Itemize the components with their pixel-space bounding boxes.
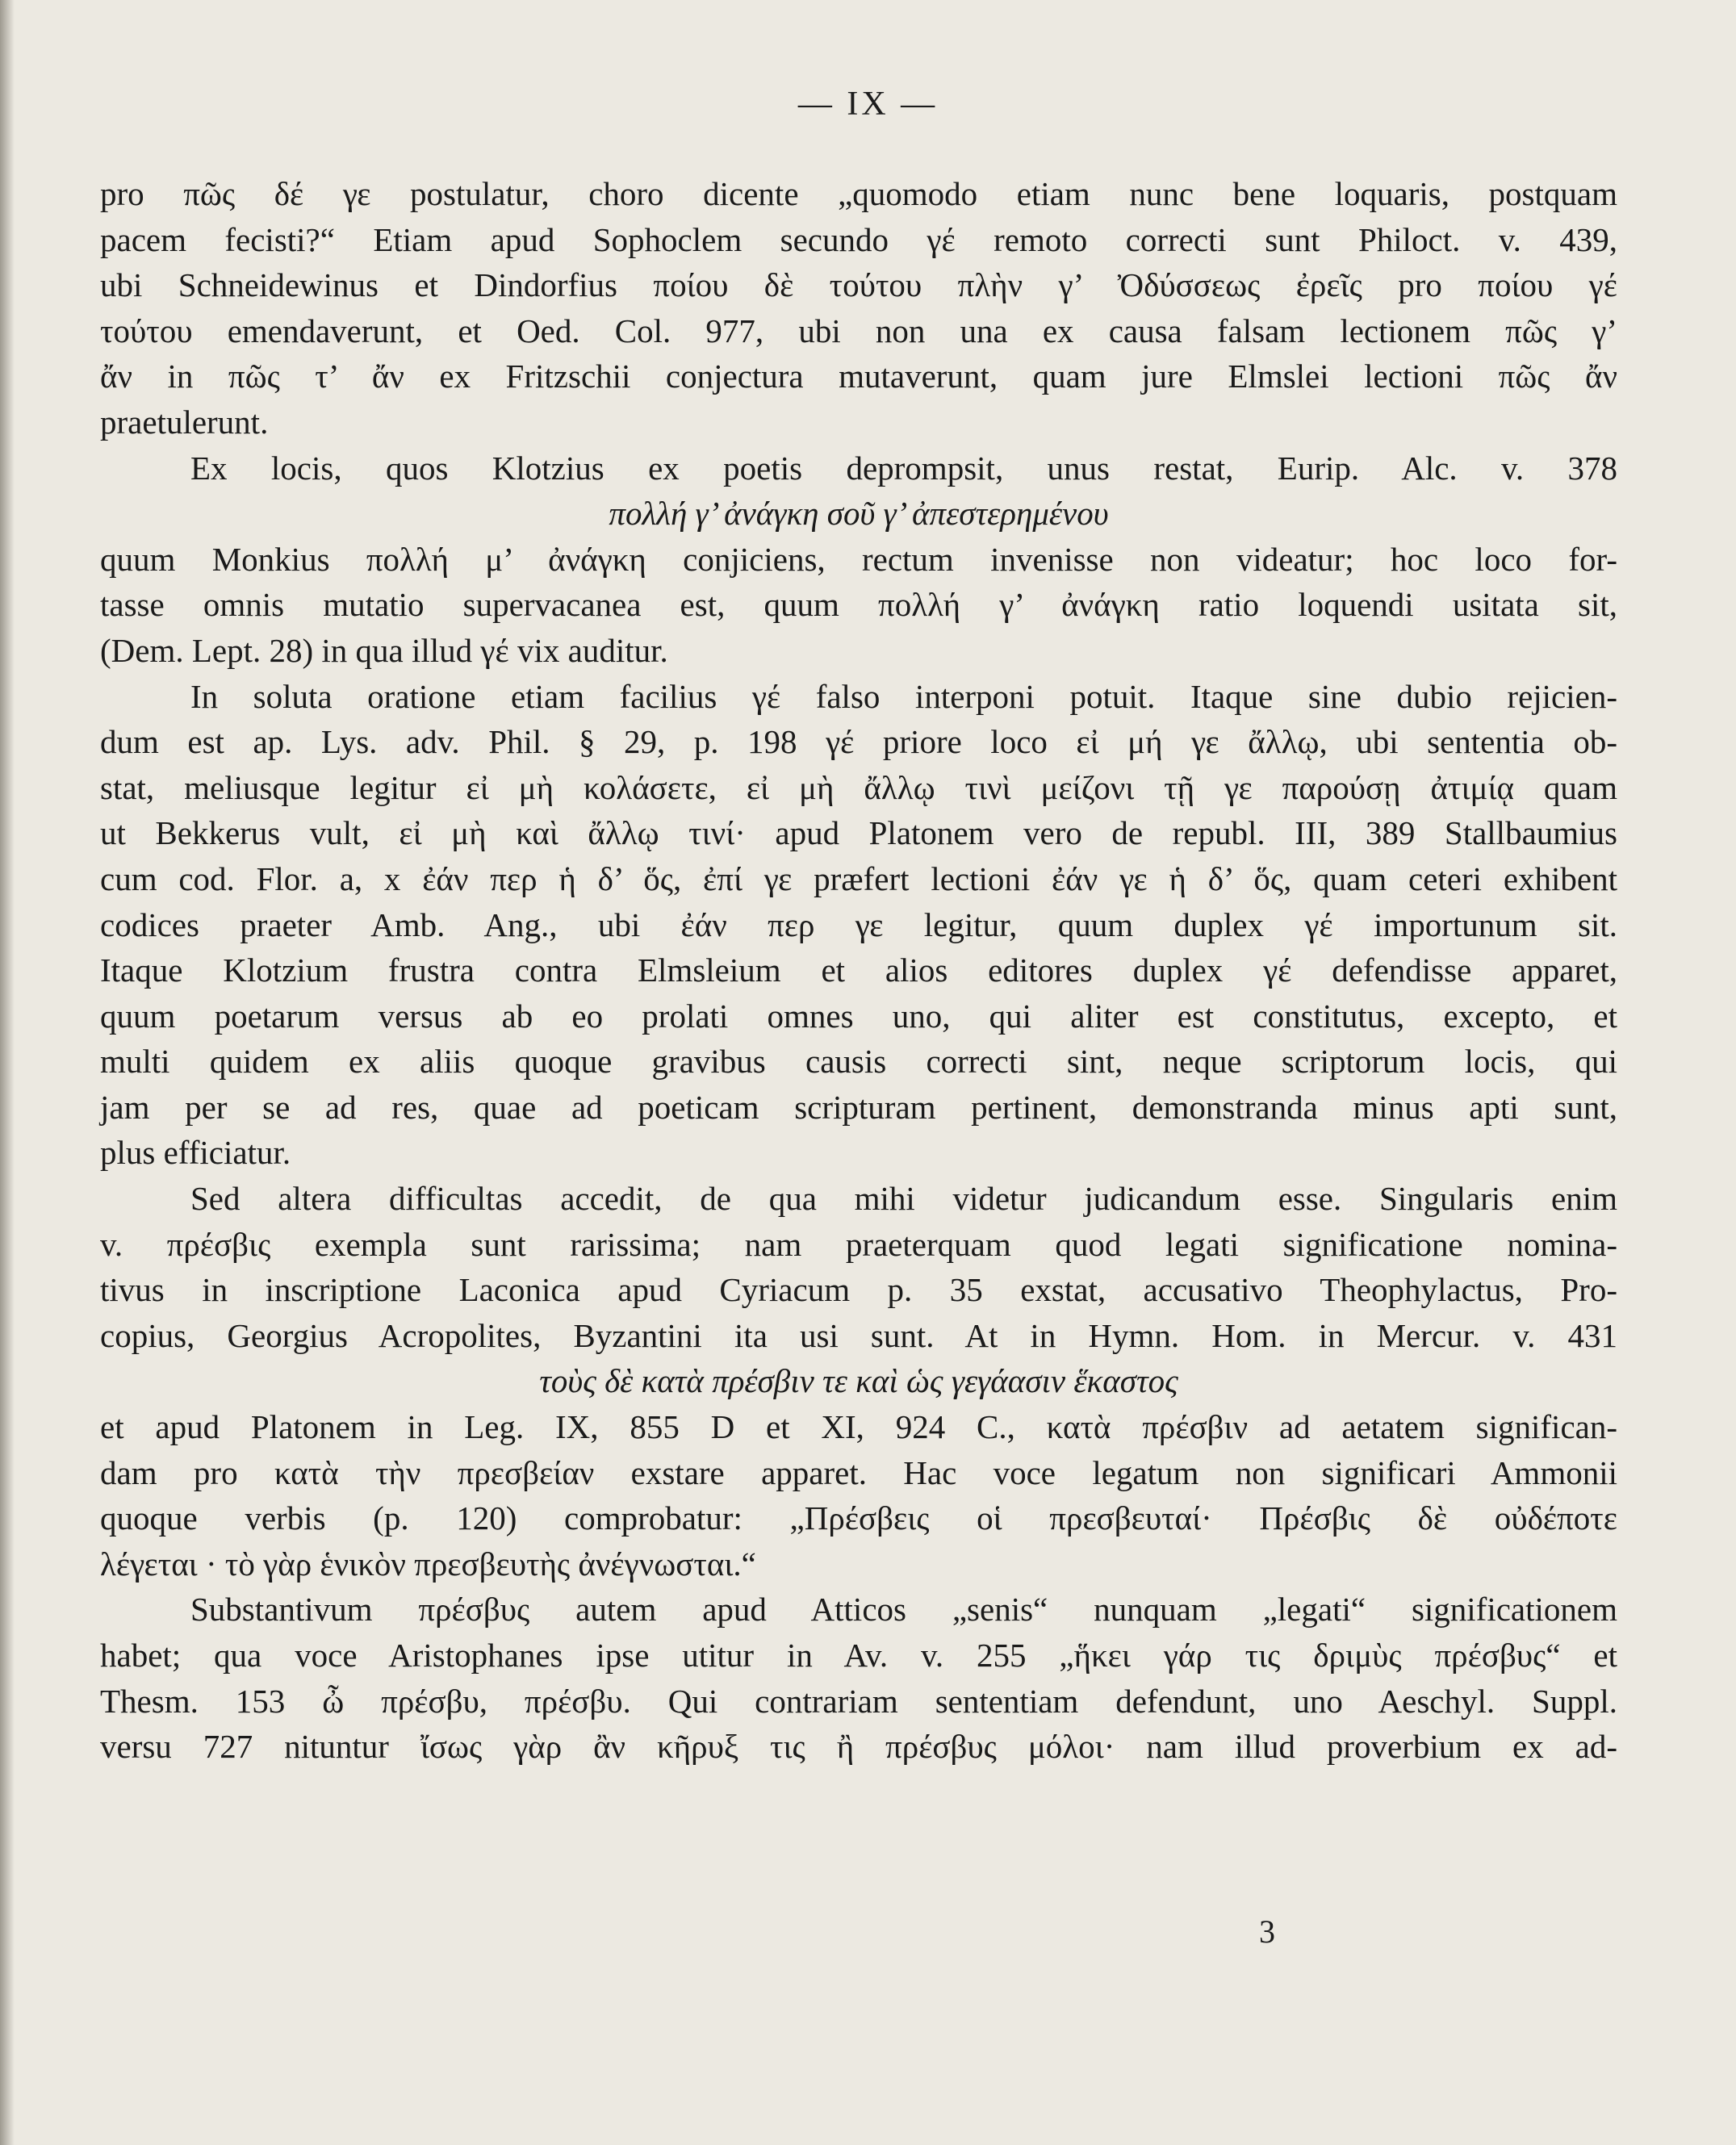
text-line: Thesm. 153 ὦ πρέσβυ, πρέσβυ. Qui contrariam sententiam defendunt, uno Aeschyl. Suppl. [100,1682,1617,1720]
text-line: stat, meliusque legitur εἰ μὴ κολάσετε, εἰ μὴ ἄλλῳ τινὶ μείζονι τῇ γε παρούσῃ ἀτιμίᾳ quam [100,768,1617,806]
text-line: ubi Schneidewinus et Dindorfius ποίου δὲ τούτου πλὴν γ’ Ὀδύσσεως ἐρεῖς pro ποίου γέ [100,266,1617,304]
text-line: v. πρέσβις exempla sunt rarissima; nam praeterquam quod legati significatione nomina- [100,1225,1617,1263]
text-line: ἄν in πῶς τ’ ἄν ex Fritzschii conjectura mutaverunt, quam jure Elmslei lectioni πῶς ἄν [100,358,1617,395]
text-line: quum poetarum versus ab eo prolati omnes uno, qui aliter est constitutus, excepto, et [100,997,1617,1035]
running-head: — IX — [797,86,939,123]
text-line: copius, Georgius Acropolites, Byzantini ita usi sunt. At in Hymn. Hom. in Mercur. v. 431 [100,1316,1617,1354]
text-line: plus efficiatur. [100,1134,291,1172]
text-line: dum est ap. Lys. adv. Phil. § 29, p. 198 γέ priore loco εἰ μή γε ἄλλῳ, ubi sententia ob- [100,723,1617,761]
body-text [100,171,1617,1770]
text-line: jam per se ad res, quae ad poeticam scripturam pertinent, demonstranda minus apti sunt, [100,1088,1617,1126]
text-line: Ex locis, quos Klotzius ex poetis deprompsit, unus restat, Eurip. Alc. v. 378 [190,449,1617,487]
binding-shadow [0,0,15,2145]
text-line: In soluta oratione etiam facilius γέ falso interponi potuit. Itaque sine dubio rejicien- [190,677,1617,715]
verse-quote: πολλή γ’ ἀνάγκη σοῦ γ’ ἀπεστερημένου [609,495,1109,533]
text-line: Sed altera difficultas accedit, de qua mihi videtur judicandum esse. Singularis enim [190,1180,1617,1218]
text-line: multi quidem ex aliis quoque gravibus causis correcti sint, neque scriptorum locis, qui [100,1043,1617,1081]
text-line: Substantivum πρέσβυς autem apud Atticos „senis“ nunquam „legati“ significationem [190,1591,1617,1629]
text-line: Itaque Klotzium frustra contra Elmsleium et alios editores duplex γέ defendisse apparet, [100,951,1617,989]
text-line: tivus in inscriptione Laconica apud Cyriacum p. 35 exstat, accusativo Theophylactus, Pro- [100,1271,1617,1309]
text-line: praetulerunt. [100,403,269,441]
text-line: pro πῶς δέ γε postulatur, choro dicente „quomodo etiam nunc bene loquaris, postquam [100,175,1617,212]
text-line: pacem fecisti?“ Etiam apud Sophoclem secundo γέ remoto correcti sunt Philoct. v. 439, [100,220,1617,258]
text-line: τούτου emendaverunt, et Oed. Col. 977, ubi non una ex causa falsam lectionem πῶς γ’ [100,312,1617,349]
text-line: (Dem. Lept. 28) in qua illud γέ vix auditur. [100,631,668,669]
signature-mark: 3 [1259,1913,1275,1950]
text-line: ut Bekkerus vult, εἰ μὴ καὶ ἄλλῳ τινί· apud Platonem vero de republ. III, 389 Stallbaumius [100,814,1617,852]
text-line: et apud Platonem in Leg. IX, 855 D et XI, 924 C., κατὰ πρέσβιν ad aetatem significan- [100,1408,1617,1446]
text-line: habet; qua voce Aristophanes ipse utitur in Av. v. 255 „ἥκει γάρ τις δριμὺς πρέσβυς“ et [100,1637,1617,1674]
text-line: codices praeter Amb. Ang., ubi ἐάν περ γε legitur, quum duplex γέ importunum sit. [100,905,1617,943]
text-line: tasse omnis mutatio supervacanea est, quum πολλή γ’ ἀνάγκη ratio loquendi usitata sit, [100,586,1617,624]
verse-quote: τοὺς δὲ κατὰ πρέσβιν τε καὶ ὡς γεγάασιν ἕκαστος [539,1362,1178,1400]
text-line: cum cod. Flor. a, x ἐάν περ ἡ δ’ ὅς, ἐπί γε præfert lectioni ἐάν γε ἡ δ’ ὅς, quam ceteri exhibent [100,859,1617,897]
text-line: quum Monkius πολλή μ’ ἀνάγκη conjiciens, rectum invenisse non videatur; hoc loco for- [100,540,1617,578]
text-line: quoque verbis (p. 120) comprobatur: „Πρέσβεις οἱ πρεσβευταί· Πρέσβις δὲ οὐδέποτε [100,1499,1617,1537]
text-line: dam pro κατὰ τὴν πρεσβείαν exstare apparet. Hac voce legatum non significari Ammonii [100,1453,1617,1491]
text-line: λέγεται · τὸ γὰρ ἑνικὸν πρεσβευτὴς ἀνέγνωσται.“ [100,1545,756,1583]
text-line: versu 727 nituntur ἴσως γὰρ ἂν κῆρυξ τις ἢ πρέσβυς μόλοι· nam illud proverbium ex ad- [100,1728,1617,1766]
